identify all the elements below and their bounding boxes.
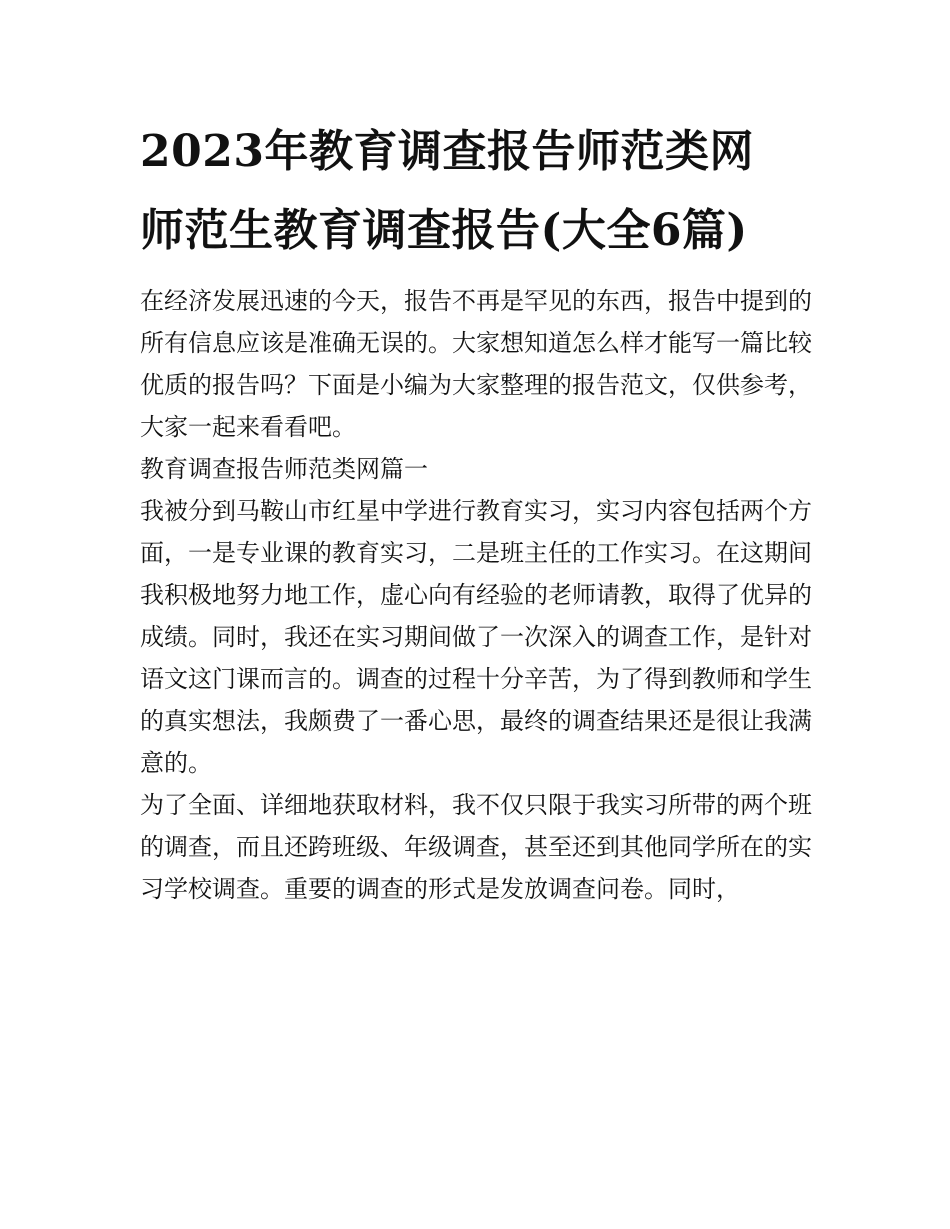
- intro-paragraph: 在经济发展迅速的今天，报告不再是罕见的东西，报告中提到的所有信息应该是准确无误的。大家想知道怎么样才能写一篇比较优质的报告吗？下面是小编为大家整理的报告范文，仅供参考，大家一起来看看吧。: [140, 287, 812, 441]
- document-title: 2023年教育调查报告师范类网 师范生教育调查报告(大全6篇): [140, 126, 754, 256]
- section-heading: 教育调查报告师范类网篇一: [140, 455, 428, 483]
- body-paragraph: 我被分到马鞍山市红星中学进行教育实习，实习内容包括两个方面，一是专业课的教育实习，二是班主任的工作实习。在这期间我积极地努力地工作，虚心向有经验的老师请教，取得了优异的成绩。同时，我还在实习期间做了一次深入的调查工作，是针对语文这门课而言的。调查的过程十分辛苦，为了得到教师和学生的真实想法，我颇费了一番心思，最终的调查结果还是很让我满意的。: [140, 497, 812, 777]
- document-page: [140, 112, 812, 910]
- body-paragraph: 为了全面、详细地获取材料，我不仅只限于我实习所带的两个班的调查，而且还跨班级、年级调查，甚至还到其他同学所在的实习学校调查。重要的调查的形式是发放调查问卷。同时，: [140, 791, 812, 903]
